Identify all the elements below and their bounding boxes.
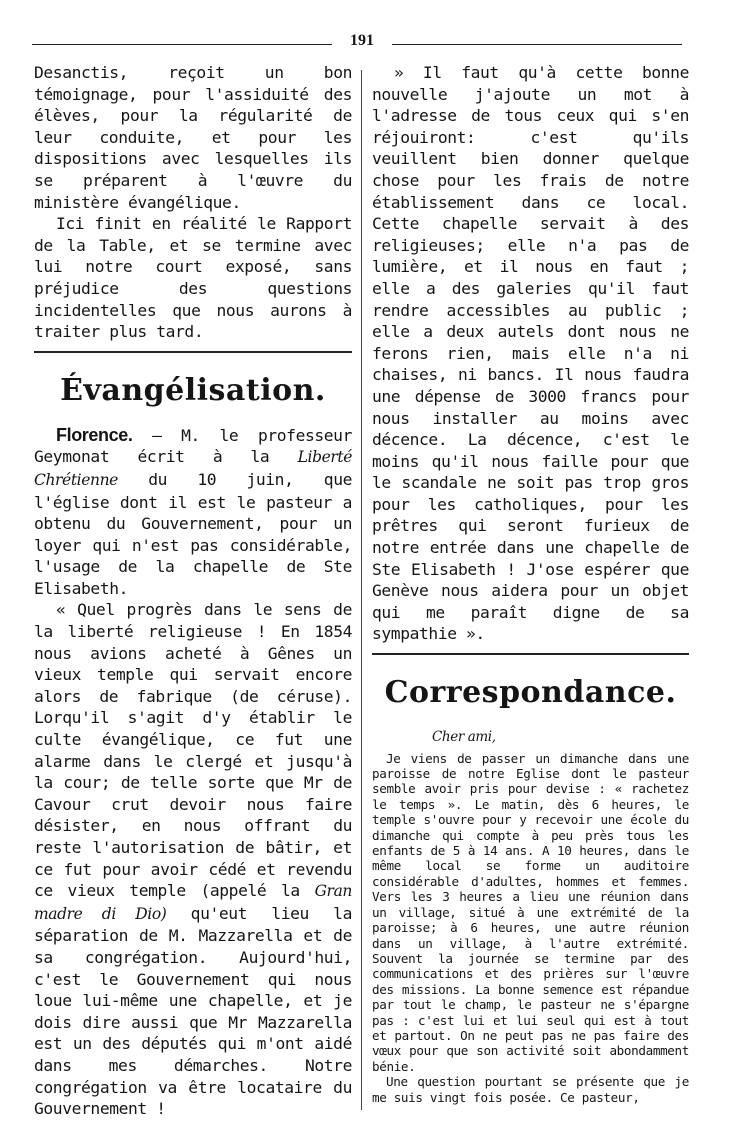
header-rule-left bbox=[32, 44, 332, 45]
letter-salutation: Cher ami, bbox=[432, 729, 496, 746]
letter-body bbox=[372, 751, 689, 1105]
column-divider bbox=[361, 70, 362, 1110]
quote-paragraph bbox=[34, 599, 352, 1119]
header-rule-right bbox=[392, 44, 682, 45]
right-column bbox=[372, 62, 689, 1105]
appeal-paragraph: » Il faut qu'à cette bonne nouvelle j'ajoute un mot à l'adresse de tous ceux qui s'en réjouiront: c'est qu'ils veuillent bien donner quelque chose pour les frais de notre établissement dans ce local. Cette chapelle servait à des religieuses; elle n'a pas de lumière, et il nous en faut ; elle a des galeries qu'il faut rendre accessibles au public ; elle a deux autels dont nous ne ferons rien, mais elle n'a ni chaises, ni bancs. Il nous faudra une dépense de 3000 francs pour nous installer au moins avec décence. La décence, c'est le moins qu'il nous faille pour que le scandale ne soit pas trop gros pour les catholiques, pour les prêtres qui seront furieux de notre entrée dans une chapelle de Ste Elisabeth ! J'ose espérer que Genève nous aidera pour un objet qui me paraît digne de sa sympathie ». bbox=[372, 63, 689, 644]
section-heading-evangelisation: Évangélisation. bbox=[60, 372, 326, 408]
page-number: 191 bbox=[350, 32, 374, 49]
letter-paragraph-2: Une question pourtant se présente que je me suis vingt fois posée. Ce pasteur, bbox=[372, 1074, 689, 1105]
florence-lead: Florence. bbox=[56, 424, 133, 445]
page-header bbox=[32, 30, 682, 58]
section-rule bbox=[372, 653, 689, 655]
quote-text-b: qu'eut lieu la séparation de M. Mazzarella et de sa congrégation. Aujourd'hui, c'est le Gouvernement qui nous loue lui-même une chapelle, et je dois dire aussi que Mr Mazzarella est un des députés qui m'ont aidé dans mes démarches. Notre congrégation va être locataire du Gouvernement ! bbox=[34, 903, 352, 1119]
florence-text-b: du 10 juin, que l'église dont il est le pasteur a obtenu du Gouvernement, pour un loyer qui n'est pas considérable, l'usage de la chapelle de Ste Elisabeth. bbox=[34, 469, 352, 598]
letter-paragraph-1: Je viens de passer un dimanche dans une paroisse de notre Eglise dont le pasteur semble avoir pris pour devise : « rachetez le temps ». Le matin, dès 6 heures, le temple s'ouvre pour y recevoir une école du dimanche qui compte à peu près tous les enfants de 5 à 14 ans. A 10 heures, dans le même local se forme un auditoire considérable d'adultes, hommes et femmes. Vers les 3 heures a lieu une réunion dans un village, situé à une extrémité de la paroisse; à 6 heures, une autre réunion dans un village, à l'autre extrémité. Souvent la journée se termine par des communications et des prières sur l'œuvre des missions. La bonne semence est répandue par tout le champ, le pasteur ne s'épargne pas : c'est lui et lui seul qui est à tout et partout. On ne peut pas ne pas faire des vœux pour que son activité soit abondamment bénie. bbox=[372, 750, 689, 1074]
section-rule bbox=[34, 351, 352, 353]
florence-italic: Liberté Chrétienne bbox=[34, 448, 352, 489]
left-column bbox=[34, 62, 352, 1120]
quote-italic: Gran madre di Dio) bbox=[34, 882, 352, 923]
report-paragraph-1: Desanctis, reçoit un bon témoignage, pour l'assiduité des élèves, pour la régularité de leur conduite, et pour les dispositions avec lesquelles ils se préparent à l'œuvre du ministère évangélique. bbox=[34, 63, 352, 212]
quote-text-a: « Quel progrès dans le sens de la liberté religieuse ! En 1854 nous avions acheté à Gênes un vieux temple qui servait encore alors de fabrique (de céruse). Lorqu'il s'agit d'y établir le culte évangélique, ce fut une alarme dans le clergé et jusqu'à la cour; de telle sorte que Mr de Cavour crut devoir nous faire désister, en nous offrant du reste l'autorisation de bâtir, et ce fut pour avoir cédé et revendu ce vieux temple (appelé la bbox=[34, 600, 352, 901]
florence-text-a: — M. le professeur Geymonat écrit à la bbox=[34, 425, 352, 467]
report-paragraph-2: Ici finit en réalité le Rapport de la Table, et se termine avec lui notre court exposé, sans préjudice des questions incidentelles que nous aurons à traiter plus tard. bbox=[34, 214, 352, 342]
florence-paragraph bbox=[34, 425, 352, 600]
section-heading-correspondance: Correspondance. bbox=[384, 675, 677, 711]
